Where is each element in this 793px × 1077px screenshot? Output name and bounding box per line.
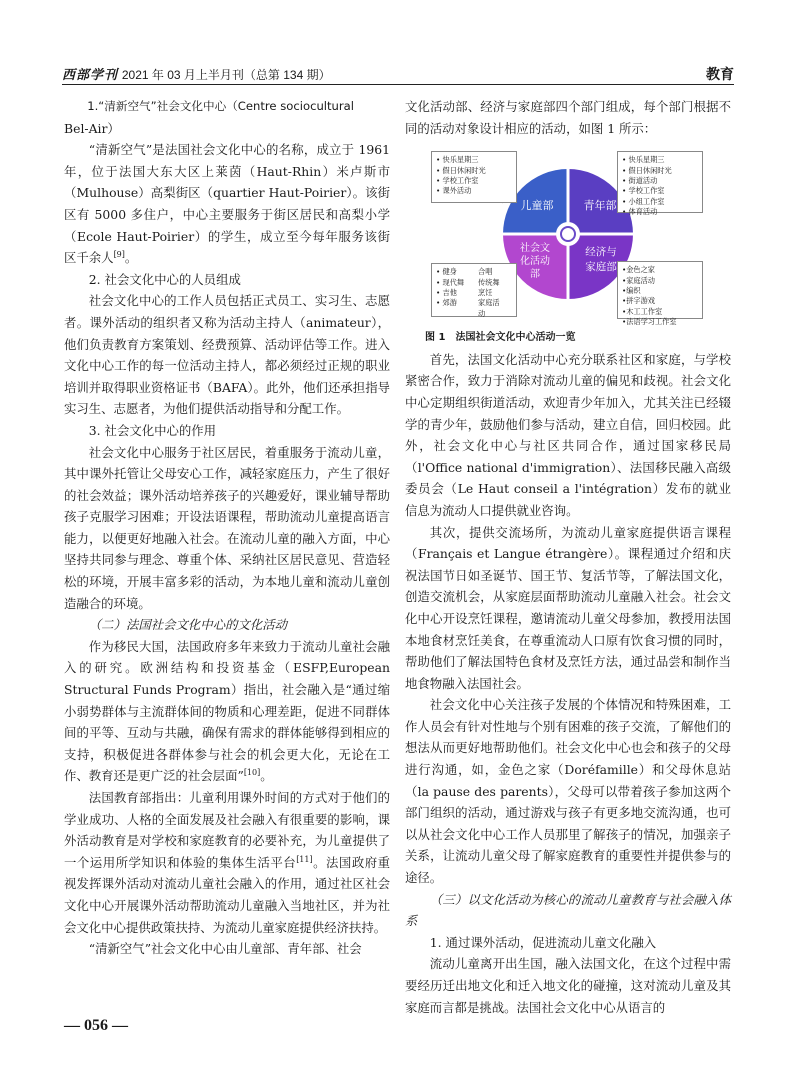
activity-item: • 快乐星期三 (622, 155, 665, 165)
label-youth: 青年部 (583, 199, 617, 213)
activity-item (436, 309, 478, 319)
activity-item: 动 (478, 308, 486, 318)
activity-item: •木工工作室 (622, 306, 663, 316)
activity-item: •法语学习工作室 (622, 317, 677, 327)
figure-caption: 图 1 法国社会文化中心活动一览 (425, 332, 576, 344)
activity-item: 家庭活 (478, 298, 500, 308)
activity-item: 合唱 (478, 267, 493, 277)
activity-item: • 健身 (436, 267, 457, 277)
label-family-line1: 经济与 (585, 246, 617, 259)
running-header (62, 64, 734, 82)
right-paragraph: （三）以文化活动为核心的流动儿童教育与社会融入体系 (405, 891, 731, 929)
left-paragraph: 作为移民大国，法国政府多年来致力于流动儿童社会融入的研究。欧洲结构和投资基金（ESFP,European Structural Funds Program）指出，社会融入是“通过缩小弱势群体与主流群体间的物质和心理差距，促进不同群体间的平等、互动与共融，确保有需求的群体能够得到相应的支持，积极促进各群体参与社会的机会更大化，无论在工作、教育还是更广泛的社会层面”[10]。 (64, 638, 390, 784)
right-paragraph: 其次，提供交流场所，为流动儿童家庭提供语言课程（Français et Langue étrangère）。课程通过介绍和庆祝法国节日如圣诞节、国王节、复活节等，了解法国文化，创造交流机会，从家庭层面帮助流动儿童融入社会。社会文化中心开设烹饪课程，邀请流动儿童父母参加，教授用法国本地食材烹饪美食，在尊重流动人口原有饮食习惯的同时，帮助他们了解法国特色食材及烹饪方法，通过品尝和制作当地食物融入法国社会。 (405, 524, 731, 691)
activity-item: • 学校工作室 (622, 186, 665, 196)
culture-activities-box (431, 263, 517, 317)
activity-item: •编织 (622, 286, 641, 295)
activity-item: • 学校工作室 (436, 176, 479, 185)
activity-item: •拼字游戏 (622, 296, 655, 306)
youth-activities-box (617, 151, 703, 217)
left-paragraph: 1.“清新空气”社会文化中心（Centre sociocultural (87, 99, 354, 113)
header-left (62, 64, 331, 83)
citation-ref: [11] (296, 854, 313, 864)
right-paragraph: 文化活动部、经济与家庭部四个部门组成，每个部门根据不同的活动对象设计相应的活动，如图 1 所示： (405, 99, 731, 136)
label-culture-line2: 化活动 (520, 256, 550, 268)
issue-info: 2021 年 03 月上半月刊（总第 134 期） (121, 68, 331, 82)
left-paragraph: “清新空气”是法国社会文化中心的名称，成立于 1961 年，位于法国大东大区上莱茵（Haut-Rhin）米卢斯市（Mulhouse）高梨街区（quartier Haut-Poirier）。该街区有 5000 多住户，中心主要服务于街区居民和高梨小学（Ecole Haut-Poirier）的学生，成立至今每年服务该街区千余人[9]。 (64, 142, 390, 266)
section-label: 教育 (706, 67, 734, 83)
activity-item: 传统舞 (478, 277, 500, 287)
journal-logo: 西部学刊 (62, 68, 119, 83)
activity-item: • 体育活动 (622, 207, 658, 217)
left-paragraph: 社会文化中心服务于社区居民，着重服务于流动儿童，其中课外托管让父母安心工作，减轻家庭压力，产生了很好的社会效益；课外活动培养孩子的兴趣爱好，课业辅导帮助孩子克服学习困难；开设法语课程，帮助流动儿童提高语言能力，以便更好地融入社会。在流动儿童的融入方面，中心坚持共同参与理念、尊重个体、采纳社区居民意见、营造轻松的环境，开展丰富多彩的活动，为本地儿童和流动儿童创造融合的环境。 (64, 444, 390, 611)
activity-item: •金色之家 (622, 265, 655, 275)
right-paragraph: 1. 通过课外活动，促进流动儿童文化融入 (429, 934, 657, 950)
family-activities-box (617, 261, 703, 327)
page-number: — 056 — (64, 1017, 128, 1034)
left-paragraph: （二）法国社会文化中心的文化活动 (88, 617, 288, 633)
activity-item: • 小组工作室 (622, 196, 665, 206)
right-paragraph: 流动儿童离开出生国，融入法国文化，在这个过程中需要经历迁出地文化和迁入地文化的碰撞，这对流动儿童及其家庭而言都是挑战。法国社会文化中心从语言的 (405, 956, 731, 1015)
label-children: 儿童部 (520, 199, 554, 213)
activity-item: • 课外活动 (436, 186, 472, 196)
left-paragraph: “清新空气”社会文化中心由儿童部、青年部、社会 (88, 941, 362, 957)
citation-ref: [9] (113, 250, 125, 260)
figure-1 (405, 143, 731, 325)
left-paragraph: 法国教育部指出：儿童利用课外时间的方式对于他们的学业成功、人格的全面发展及社会融入有很重要的影响，课外活动教育是对学校和家庭教育的必要补充，为儿童提供了一个运用所学知识和体验的集体生活平台[11]。法国政府重视发挥课外活动对流动儿童社会融入的作用，通过社区社会文化中心开展课外活动帮助流动儿童融入当地社区，并为社会文化中心提供政策扶持、为流动儿童家庭提供经济扶持。 (64, 790, 391, 935)
left-paragraph: Bel-Air） (64, 120, 120, 136)
label-culture-line3: 部 (530, 269, 540, 281)
label-culture-line1: 社会文 (520, 243, 550, 255)
activity-item: 烹饪 (478, 288, 493, 297)
activity-item: • 假日休闲时光 (436, 165, 486, 175)
children-activities-box (431, 151, 517, 203)
right-paragraph: 社会文化中心关注孩子发展的个体情况和特殊困难，工作人员会有针对性地与个别有困难的孩子交流，了解他们的想法从而更好地帮助他们。社会文化中心也会和孩子的父母进行沟通，如，金色之家（Doréfamille）和父母休息站（la pause des parents），父母可以带着孩子参加这两个部门组织的活动，通过游戏与孩子有更多地交流沟通，也可以从社会文化中心工作人员那里了解孩子的情况，加强亲子关系，让流动儿童父母了解家庭教育的重要性并提供参与的途径。 (405, 697, 731, 886)
activity-item: • 郊游 (436, 298, 457, 308)
left-paragraph: 3. 社会文化中心的作用 (88, 422, 217, 438)
left-paragraph: 2. 社会文化中心的人员组成 (88, 271, 241, 287)
activity-item: • 现代舞 (436, 277, 465, 287)
right-paragraph: 首先，法国文化活动中心充分联系社区和家庭，与学校紧密合作，致力于消除对流动儿童的偏见和歧视。社会文化中心定期组织街道活动，欢迎青少年加入，尤其关注已经辍学的青少年，鼓励他们参与活动，建立自信，回归校园。此外，社会文化中心与社区共同合作，通过国家移民局（l'Office national d'immigration）、法国移民融入高级委员会（Le Haut conseil a l'intégration）发布的就业信息为流动人口提供就业咨询。 (405, 351, 731, 518)
activity-item: • 吉他 (436, 288, 457, 297)
header-rule (62, 84, 734, 85)
citation-ref: [10] (243, 768, 261, 778)
left-paragraph: 社会文化中心的工作人员包括正式员工、实习生、志愿者。课外活动的组织者又称为活动主持人（animateur），他们负责教育方案策划、经费预算、活动评估等工作。进入文化中心工作的每一位活动主持人，都必须经过正规的职业培训并取得职业资格证书（BAFA）。此外，他们还承担指导实习生、志愿者，为他们提供活动指导和分配工作。 (64, 293, 390, 417)
activity-item: • 假日休闲时光 (622, 165, 672, 175)
center-circle (556, 222, 580, 246)
label-family-line2: 家庭部 (585, 261, 617, 274)
right-column (405, 96, 731, 1018)
left-column (64, 96, 390, 960)
activity-item: •家庭活动 (622, 275, 655, 285)
activity-item: • 街道活动 (622, 176, 658, 185)
activity-item: • 快乐星期三 (436, 155, 479, 165)
